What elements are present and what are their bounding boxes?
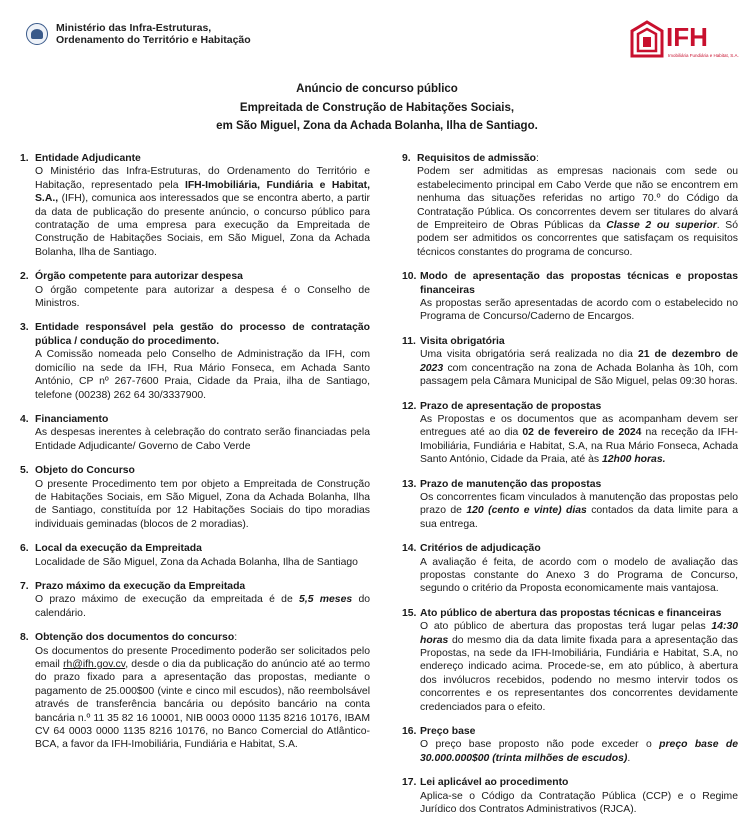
body-text: As Propostas e os documentos que as acompanham devem ser entregues até ao dia (420, 413, 738, 439)
section-4 (20, 413, 370, 453)
section-number: 17. (402, 777, 417, 789)
body-text: do calendário. (35, 594, 371, 619)
body-text: . Só podem ser admitidos os concorrentes que satisfaçam os requisitos técnicos constantes do programa de concurso. (417, 220, 738, 258)
section-body (420, 620, 738, 714)
right-column (402, 152, 738, 827)
section-8 (20, 631, 370, 752)
section-6 (20, 542, 370, 569)
license-class: Classe 2 ou superior (606, 220, 717, 232)
section-15 (402, 607, 738, 714)
opening-time: 14:30 horas (420, 621, 738, 646)
body-text: O preço base proposto não pode exceder o (420, 739, 660, 751)
section-number: 2. (20, 271, 29, 283)
section-title-row (35, 631, 370, 644)
section-body (35, 645, 370, 752)
section-body (420, 413, 738, 467)
email-link[interactable]: rh@ifh.gov.cv (63, 659, 126, 670)
section-number: 8. (20, 632, 29, 644)
section-number: 9. (402, 153, 411, 164)
section-number: 13. (402, 478, 417, 490)
section-title: Órgão competente para autorizar despesa (35, 271, 243, 283)
section-2 (20, 270, 370, 310)
body-text: Uma visita obrigatória será realizada no dia (420, 349, 638, 361)
section-14 (402, 542, 738, 596)
section-title: Local da execução da Empreitada (35, 543, 202, 555)
deadline-time: 12h00 horas. (601, 454, 666, 466)
section-number: 12. (402, 400, 417, 412)
ifh-tagline: Imobiliária Fundiária e Habitat, S.A. (668, 53, 739, 58)
base-price: preço base de 30.000.000$00 (trinta milhões de escudos) (420, 739, 738, 764)
section-body: A avaliação é feita, de acordo com o modelo de avaliação das propostas constante do Anexo 3 do Programa de Concurso, segundo o critério da Proposta economicamente mais vantajosa. (420, 556, 738, 595)
section-13 (402, 478, 738, 532)
section-9 (402, 152, 738, 259)
section-title: Preço base (420, 726, 476, 738)
validity-period: 120 (cento e vinte) dias (466, 505, 587, 517)
body-text: Os concorrentes ficam vinculados à manutenção das propostas pelo prazo de (420, 491, 738, 517)
notice-title (0, 80, 754, 136)
section-title: Obtenção dos documentos do concurso (35, 632, 235, 644)
body-text: Podem ser admitidas as empresas nacionais com sede ou estabelecimento principal em Cabo Verde que não se encontrem em nenhuma das situações referidas no artigo 70.º do Código da Contratação Pública. Os concorrentes devem ser titulares do alvará de Empreiteiro de Obras Públicas da (417, 166, 738, 232)
section-title: Lei aplicável ao procedimento (420, 777, 569, 789)
body-text: na receção da IFH-Imobiliária, Fundiária e Habitat, S.A, na Rua Mário Fonseca, Achada Santo António, Cidade da Praia, até às (420, 427, 738, 466)
section-body (420, 491, 738, 531)
section-body: Localidade de São Miguel, Zona da Achada Bolanha, Ilha de Santiago (35, 556, 358, 568)
section-title: Critérios de adjudicação (420, 543, 541, 555)
title-line-2: Empreitada de Construção de Habitações Sociais, (239, 101, 515, 114)
section-5 (20, 464, 370, 531)
title-line-1: Anúncio de concurso público (296, 83, 458, 95)
section-17 (402, 776, 738, 816)
section-title: Prazo de manutenção das propostas (420, 478, 602, 490)
ministry-name (56, 22, 251, 46)
section-title: Modo de apresentação das propostas técnicas e propostas financeiras (420, 271, 738, 296)
section-10 (402, 270, 738, 324)
ifh-wordmark: IFH (666, 22, 708, 52)
section-title: Objeto do Concurso (35, 465, 135, 477)
body-text: com concentração na zona de Achada Bolanha às 10h, com passagem pela Câmara Municipal de São Miguel, pelas 09:30 horas. (420, 362, 738, 388)
section-number: 16. (402, 726, 417, 738)
page-header (0, 0, 754, 80)
section-number: 3. (20, 322, 29, 334)
section-16 (402, 725, 738, 765)
section-1 (20, 152, 370, 259)
section-body (35, 593, 370, 620)
ministry-line-2: Ordenamento do Território e Habitação (56, 34, 251, 46)
section-title: Ato público de abertura das propostas técnicas e financeiras (420, 607, 722, 619)
section-title: Prazo de apresentação de propostas (420, 400, 602, 412)
section-number: 15. (402, 607, 417, 619)
section-title: Visita obrigatória (420, 335, 505, 347)
section-title: Requisitos de admissão (417, 153, 536, 164)
left-column (20, 152, 370, 763)
section-number: 14. (402, 543, 417, 555)
title-line-3: em São Miguel, Zona da Achada Bolanha, Ilha de Santiago. (216, 120, 538, 132)
ministry-line-1: Ministério das Infra-Estruturas, (56, 22, 212, 34)
section-body (420, 738, 738, 765)
section-number: 5. (20, 465, 29, 477)
ministry-block (26, 22, 251, 46)
section-title: Entidade Adjudicante (35, 153, 141, 164)
body-text: O ato público de abertura das propostas terá lugar pelas (420, 621, 712, 633)
section-title-row (417, 152, 738, 165)
section-body: As propostas serão apresentadas de acordo com o estabelecido no Programa de Concurso/Caderno de Encargos. (420, 298, 738, 323)
visit-date: 21 de dezembro de (637, 349, 738, 361)
coat-of-arms-icon (26, 23, 48, 45)
deadline-date: 02 de fevereiro de 2024 (522, 427, 642, 439)
section-number: 6. (20, 543, 29, 555)
section-body: Aplica-se o Código da Contratação Pública (CCP) e o Regime Jurídico dos Contratos Administrativos (RJCA). (420, 790, 738, 816)
body-text: do mesmo dia da data limite fixada para a apresentação das Propostas, na sede da IFH-Imobiliária, Fundiária e Habitat, S.A, no endereço indicado acima. Procede-se, em ato público, à abertura dos invólucros recebidos, podendo no mesmo intervir todos os concorrentes e os representantes dos concorrentes devidamente credenciados para o efeito. (420, 634, 738, 713)
section-body: O presente Procedimento tem por objeto a Empreitada de Construção de Habitações Sociais, em São Miguel, Zona da Achada Bolanha, Ilha de Santiago, constituída por 12 Habitações Sociais do tipo moradias individuais geminadas (blocos de 2 moradias). (35, 478, 370, 530)
duration-value: 5,5 meses (299, 594, 353, 606)
section-number: 10. (402, 271, 417, 283)
section-title: Entidade responsável pela gestão do processo de contratação pública / condução do procedimento. (35, 322, 370, 347)
entity-name: IFH-Imobiliária, Fundiária e Habitat, S.A., (35, 179, 371, 205)
body-text: . (627, 752, 631, 764)
section-body: O órgão competente para autorizar a despesa é o Conselho de Ministros. (35, 284, 370, 310)
section-11 (402, 335, 738, 389)
body-text: Os documentos do presente Procedimento poderão ser solicitados pelo email (35, 645, 370, 670)
section-body (417, 165, 738, 259)
body-text: , desde o dia da publicação do anúncio até ao termo do prazo fixado para a apresentação das propostas, mediante o pagamento de 25.000$00 (vinte e cinco mil escudos), não reembolsável através de transferência bancária ou depósito bancário na conta bancária n.º 11 35 82 16 10001, NIB 0003 0000 1135 8216 10176, IBAM CV 64 0003 0000 1135 8216 10176, no Banco Comercial do Atlântico-BCA, a favor da IFH-Imobiliária, Fundiária e Habitat, S.A. (35, 659, 371, 751)
section-body: As despesas inerentes à celebração do contrato serão financiadas pela Entidade Adjudicante/ Governo de Cabo Verde (35, 427, 370, 452)
body-text: contados da data limite para a sua entrega. (420, 505, 739, 530)
title-colon: : (234, 632, 238, 644)
section-number: 11. (402, 335, 416, 347)
section-7 (20, 580, 370, 620)
visit-year: 2023 (420, 362, 444, 374)
ifh-logo (630, 20, 742, 64)
section-title: Prazo máximo da execução da Empreitada (35, 580, 246, 592)
section-3 (20, 321, 370, 401)
section-number: 7. (20, 580, 29, 592)
ifh-emblem-icon (630, 20, 664, 60)
body-text: O Ministério das Infra-Estruturas, do Ordenamento do Território e Habitação, representado pela (35, 166, 370, 191)
section-body (420, 348, 738, 388)
section-number: 4. (20, 413, 29, 425)
section-body: A Comissão nomeada pelo Conselho de Administração da IFH, com domicílio na sede da IFH, Rua Mário Fonseca, em Achada Santo António, CP nº 267-7600 Praia, Cidade da Praia, ilha de Santiago, telefone (00238) 262 64 30/3337900. (35, 349, 370, 401)
body-text: (IFH), comunica aos interessados que se encontra aberto, a partir da data de publicação do presente anúncio, o concurso público para contratação de uma empresa para execução da Empreitada de Construção de Habitações Sociais, em São Miguel, Zona da Achada Bolanha, Ilha de Santiago. (35, 193, 370, 258)
section-12 (402, 400, 738, 467)
section-number: 1. (20, 153, 29, 164)
section-title: Financiamento (35, 413, 109, 425)
section-body (35, 165, 370, 259)
body-text: O prazo máximo de execução da empreitada é de (35, 594, 300, 606)
title-colon: : (535, 153, 539, 164)
